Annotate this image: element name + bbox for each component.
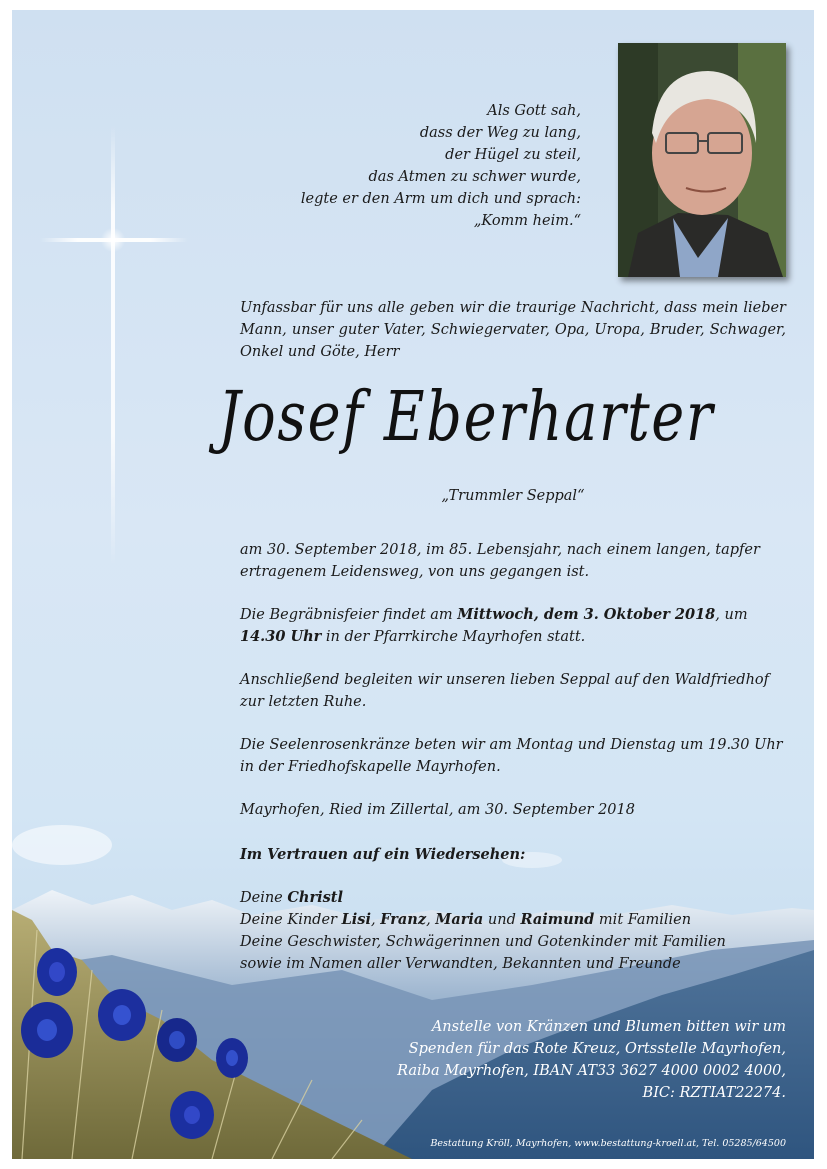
family-line-siblings: Deine Geschwister, Schwägerinnen und Gotenkinder mit Familien <box>240 934 726 950</box>
gentian-flower <box>98 989 146 1041</box>
light-cross-glow <box>100 228 126 252</box>
obituary-page <box>12 10 814 1159</box>
gentian-flower <box>170 1091 214 1139</box>
footer-undertaker: Bestattung Kröll, Mayrhofen, www.bestattung-kroell.at, Tel. 05285/64500 <box>430 1138 786 1149</box>
light-cross-vertical <box>111 125 115 565</box>
donation-line: BIC: RZTIAT22274. <box>642 1085 786 1101</box>
funeral-mid: , um <box>715 607 748 623</box>
family-list <box>240 887 786 975</box>
donation-line: Anstelle von Kränzen und Blumen bitten wir um <box>431 1019 786 1035</box>
gentian-flower <box>157 1018 197 1062</box>
gentian-flower <box>216 1038 248 1078</box>
family-line-all: sowie im Namen aller Verwandten, Bekannten und Freunde <box>240 956 681 972</box>
poem-line: „Komm heim.“ <box>473 213 581 229</box>
place-date: Mayrhofen, Ried im Zillertal, am 30. September 2018 <box>240 802 635 818</box>
death-paragraph: am 30. September 2018, im 85. Lebensjahr, nach einem langen, tapfer ertragenem Leidensweg, von uns gegangen ist. <box>240 542 760 580</box>
child-name: Lisi <box>341 911 371 928</box>
separator: und <box>483 912 521 928</box>
funeral-time: 14.30 Uhr <box>240 628 322 645</box>
cloud <box>12 825 112 865</box>
poem-line: dass der Weg zu lang, <box>419 125 581 141</box>
portrait-illustration <box>618 43 786 277</box>
wife-prefix: Deine <box>240 890 288 906</box>
funeral-prefix: Die Begräbnisfeier findet am <box>240 607 458 623</box>
deceased-name: Josef Eberharter <box>218 378 715 457</box>
separator: , <box>370 912 381 928</box>
family-line-children <box>240 909 786 931</box>
kids-suffix: mit Familien <box>594 912 692 928</box>
funeral-suffix: in der Pfarrkirche Mayrhofen statt. <box>321 629 586 645</box>
funeral-paragraph <box>240 604 786 648</box>
poem-line: der Hügel zu steil, <box>445 147 581 163</box>
intro-text: Unfassbar für uns alle geben wir die traurige Nachricht, dass mein lieber Mann, unser guter Vater, Schwiegervater, Opa, Uropa, Bruder, Schwager, Onkel und Göte, Herr <box>240 300 786 360</box>
poem-line: das Atmen zu schwer wurde, <box>368 169 581 185</box>
donation-line: Spenden für das Rote Kreuz, Ortsstelle Mayrhofen, <box>408 1041 786 1057</box>
child-name: Raimund <box>520 911 595 928</box>
family-line-wife <box>240 887 786 909</box>
separator: , <box>426 912 436 928</box>
funeral-date: Mittwoch, dem 3. Oktober 2018 <box>457 606 716 623</box>
donation-note <box>392 1016 786 1104</box>
gentian-flower <box>37 948 77 996</box>
kids-prefix: Deine Kinder <box>240 912 342 928</box>
poem-line: Als Gott sah, <box>487 103 581 119</box>
deceased-nickname: „Trummler Seppal“ <box>441 488 585 504</box>
child-name: Maria <box>435 911 484 928</box>
portrait-photo <box>618 43 786 277</box>
rosary-paragraph: Die Seelenrosenkränze beten wir am Montag und Dienstag um 19.30 Uhr in der Friedhofskapelle Mayrhofen. <box>240 737 783 775</box>
donation-line: Raiba Mayrhofen, IBAN AT33 3627 4000 0002 4000, <box>397 1063 786 1079</box>
child-name: Franz <box>380 911 427 928</box>
cemetery-paragraph: Anschließend begleiten wir unseren lieben Seppal auf den Waldfriedhof zur letzten Ruhe. <box>240 672 770 710</box>
wife-name: Christl <box>287 889 343 906</box>
poem-line: legte er den Arm um dich und sprach: <box>300 191 581 207</box>
poem <box>252 100 581 232</box>
gentian-flower <box>21 1002 73 1058</box>
trust-heading: Im Vertrauen auf ein Wiedersehen: <box>240 846 526 863</box>
